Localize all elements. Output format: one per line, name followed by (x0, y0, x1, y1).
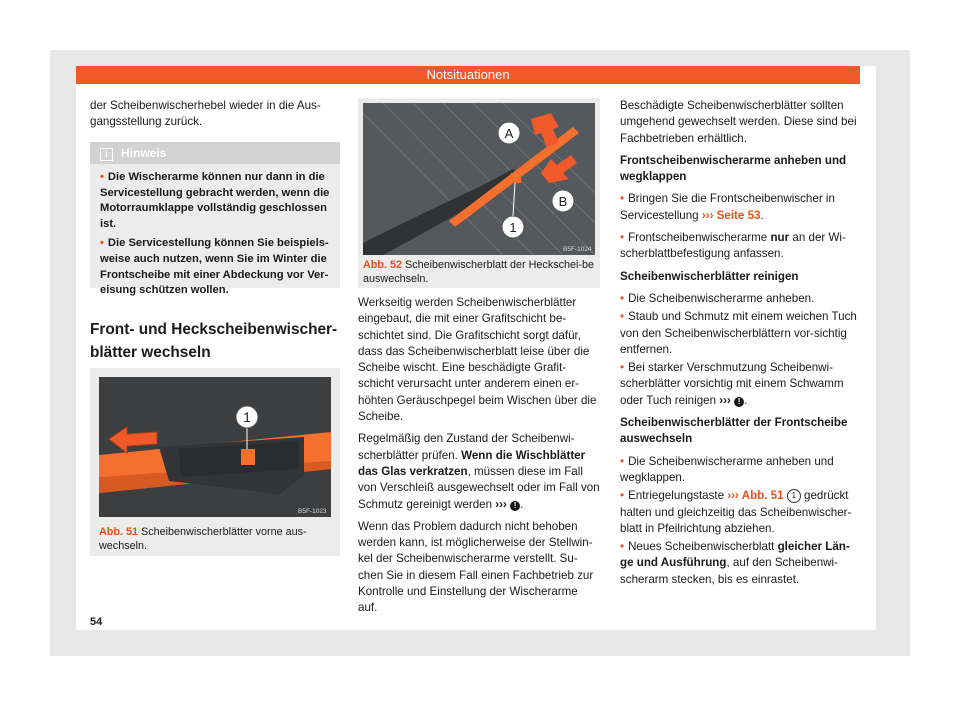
figure-51-caption: Abb. 51 Scheibenwischerblätter vorne aus-wechseln. (99, 526, 307, 552)
callout-1: 1 (243, 409, 251, 425)
subheading: Frontscheibenwischerarme anheben und wegklappen (620, 153, 847, 184)
bullet-icon: • (620, 291, 625, 305)
section-title: Front- und Heckscheibenwischer- blätter wechseln (90, 318, 340, 371)
front-wiper-illustration (99, 377, 331, 517)
hinweis-item: • Die Servicestellung können Sie beispiels-weise auch nutzen, wenn Sie im Winter die Frontscheibe mit einer Abdeckung vor Ver-eisung schützen wollen. (100, 237, 329, 297)
bullet-icon: • (620, 231, 625, 245)
bullet-icon: • (100, 171, 104, 183)
bullet-icon: • (620, 454, 625, 468)
list-item: • Frontscheibenwischerarme nur an der Wi-scherblattbefestigung anfassen. (620, 231, 846, 261)
figure-code: B5F-1023 (298, 508, 327, 515)
list-item: • Bringen Sie die Frontscheibenwischer in Servicestellung ››› Seite 53. (620, 192, 835, 222)
bullet-icon: • (620, 489, 625, 503)
paragraph: Regelmäßig den Zustand der Scheibenwi-scherblätter prüfen. Wenn die Wischblätter das Glas verkratzen, müssen diese im Fall von Verschleiß ausgewechselt oder im Fall von Schmutz gereinigt werden ››› ! . (358, 432, 600, 511)
figure-51 (90, 368, 340, 556)
body-column-2 (358, 295, 600, 623)
callout-number-icon: 1 (787, 489, 801, 503)
bullet-icon: • (620, 540, 625, 554)
subheading: Scheibenwischerblätter der Frontscheibe auswechseln (620, 416, 848, 446)
list-item: • Die Scheibenwischerarme anheben und wegklappen. (620, 454, 834, 484)
page-number: 54 (90, 616, 103, 628)
callout-1: 1 (509, 220, 517, 235)
figure-52 (358, 98, 600, 288)
figure-code: B5F-1024 (563, 246, 592, 253)
subheading: Scheibenwischerblätter reinigen (620, 269, 799, 283)
list-item: • Entriegelungstaste ››› Abb. 51 1 gedrückt halten und gleichzeitig das Scheibenwischer-blatt in Pfeilrichtung abziehen. (620, 489, 852, 535)
body-column-3 (620, 98, 860, 594)
list-item: • Die Scheibenwischerarme anheben. (620, 291, 815, 305)
intro-paragraph: der Scheibenwischerhebel wieder in die Aus-gangsstellung zurück. (90, 99, 321, 129)
callout-b: B (558, 194, 568, 209)
list-item: • Staub und Schmutz mit einem weichen Tuch von den Scheibenwischerblättern vor-sichtig entfernen. (620, 310, 857, 356)
hinweis-body (90, 164, 340, 299)
rear-wiper-svg (363, 103, 595, 255)
warning-icon: ! (510, 501, 520, 511)
front-wiper-svg (99, 377, 331, 517)
list-item: • Bei starker Verschmutzung Scheibenwi-scherblätter vorsichtig mit einem Schwamm oder Tuch reinigen ››› ! . (620, 361, 844, 407)
paragraph: Wenn das Problem dadurch nicht behoben werden kann, ist möglicherweise der Stellwin-kel der Scheibenwischerarme verstellt. Su-chen Sie in diesem Fall einen Fachbetrieb zur Kontrolle und Einstellung der Wischerarme auf. (358, 519, 594, 615)
figure-link[interactable]: ››› Abb. 51 (727, 489, 784, 503)
xref-arrow-icon: ››› (495, 497, 507, 511)
page-link[interactable]: ››› Seite 53 (701, 208, 761, 222)
bullet-icon: • (100, 237, 104, 250)
paragraph: Beschädigte Scheibenwischerblätter sollten umgehend gewechselt werden. Diese sind bei Fachbetrieben erhältlich. (620, 99, 857, 145)
hinweis-box (90, 142, 340, 297)
hinweis-title: Hinweis (121, 146, 167, 160)
xref-arrow-icon: ››› (719, 393, 731, 407)
chapter-header: Notsituationen (76, 66, 860, 84)
hinweis-item: • Die Wischerarme können nur dann in die Servicestellung gebracht werden, wenn die Motorraumklappe vollständig geschlossen ist. (100, 171, 330, 230)
figure-52-caption: Abb. 52 Scheibenwischerblatt der Heckschei-be auswechseln. (363, 259, 595, 285)
bullet-icon: • (620, 361, 625, 375)
callout-a: A (504, 126, 514, 141)
rear-wiper-illustration (363, 103, 595, 255)
intro-text (90, 98, 340, 137)
list-item: • Neues Scheibenwischerblatt gleicher Län-ge und Ausführung, auf den Scheibenwi-scherarm stecken, bis es einrastet. (620, 540, 850, 586)
paragraph: Werkseitig werden Scheibenwischerblätter eingebaut, die mit einer Grafitschicht be-schichtet sind. Die Grafitschicht sorgt dafür, dass das Scheibenwischerblatt leise über die Scheibe wischt. Eine beschädigte Grafit-schicht verursacht unter anderem einen er-höhten Geräuschpegel beim Wischen über die Scheibe. (358, 296, 597, 424)
hinweis-header (90, 142, 340, 164)
bullet-icon: • (620, 310, 625, 324)
info-icon: i (100, 148, 113, 161)
warning-icon: ! (734, 397, 744, 407)
bullet-icon: • (620, 192, 625, 206)
